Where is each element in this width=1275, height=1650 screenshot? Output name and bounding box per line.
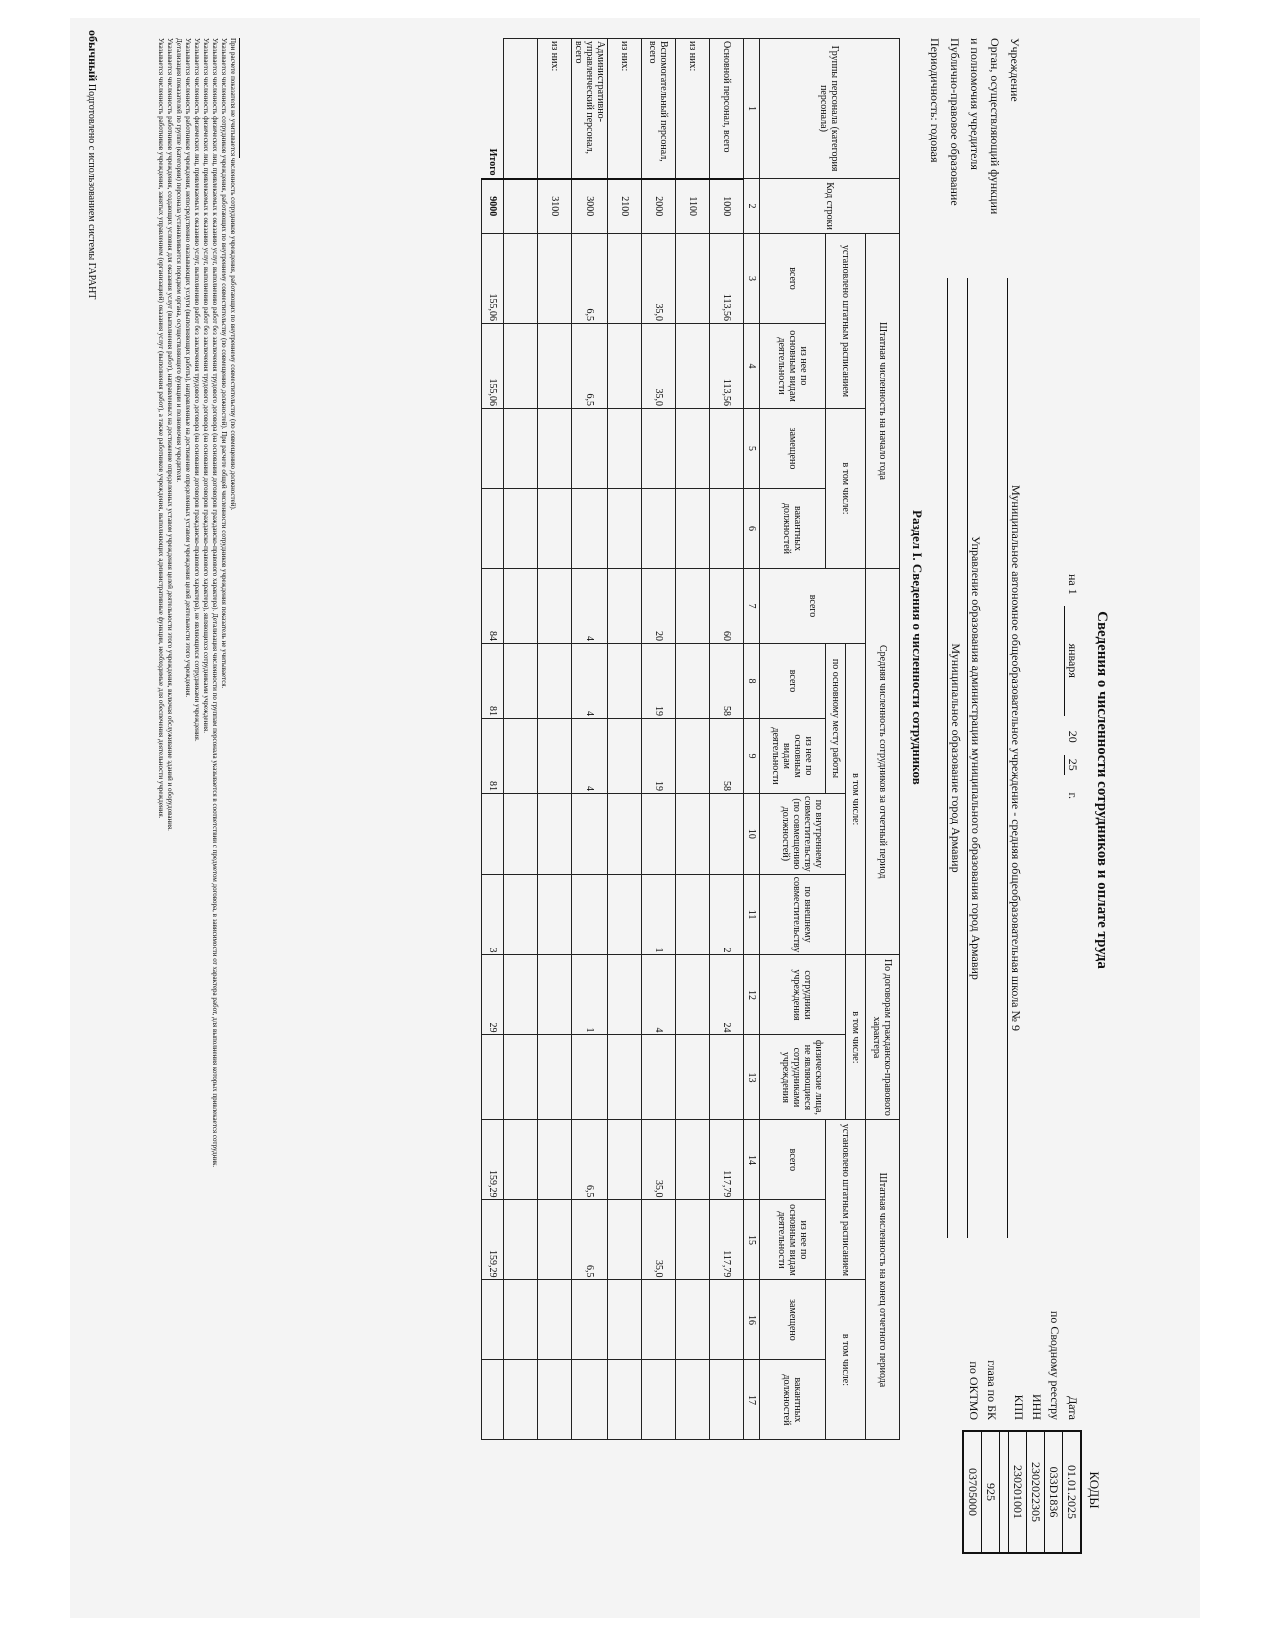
column-number: 4 bbox=[744, 324, 760, 409]
cell-col-13 bbox=[482, 1035, 504, 1120]
cell-col-16 bbox=[482, 1280, 504, 1360]
periodicity: Периодичность: годовая bbox=[928, 38, 942, 163]
cell-col-9 bbox=[538, 719, 572, 794]
staff-table: Группы персонала (категория персонала) Код строки Штатная численность на начало года Средняя численность сотрудников за отчетный период По договорам гражданско-правового характера Штатная численность на конец отчетного периода установлено штатным расписанием в том числе: всего в том числе: в том числе: установлено штатным расписанием в том числе: по основному месту работы по внутреннему совместительству (по совмещению должностей) по внешнему совместительству сотрудники учреждения физические лица, не являющиеся сотрудниками учреждения всего из нее по основным видам деятельности замещено вакантных должностей всего из нее по основным видам деятельности всего из нее по основным видам деятельности замещено вакантных должностей 1 2 3 4 5 6 7 8 9 10 11 12 13 14 15 16 17 Основной персонал, всего 1000 113,56 113,56 60 58 58 2 24 117,79 117,79 из них: 1100 Вспомогательный персонал, всего 2000 35,0 35,0 20 19 19 1 4 35,0 35,0 из них: 2100 Административно-управленческий персонал, всего 3000 6,5 6,5 4 4 4 1 6,5 6,5 из них: 3100 Итого 9000 155,06 155,06 84 81 81 3 29 159,29 159,29 bbox=[481, 38, 900, 1440]
column-number: 2 bbox=[744, 179, 760, 234]
row-code: 9000 bbox=[482, 179, 504, 234]
cell-col-15: 117,79 bbox=[710, 1200, 744, 1280]
cell-col-16 bbox=[608, 1280, 642, 1360]
row-code: 2000 bbox=[642, 179, 676, 234]
cell-col-15: 159,29 bbox=[482, 1200, 504, 1280]
cell-col-13 bbox=[538, 1035, 572, 1120]
cell-col-7: 20 bbox=[642, 569, 676, 644]
cell-col-6 bbox=[642, 489, 676, 569]
cell-col-11 bbox=[572, 874, 608, 955]
cell-col-17 bbox=[504, 1360, 538, 1440]
cell-col-13 bbox=[608, 1035, 642, 1120]
cell-col-4: 35,0 bbox=[642, 324, 676, 409]
cell-col-15 bbox=[676, 1200, 710, 1280]
cell-col-7 bbox=[538, 569, 572, 644]
cell-col-11 bbox=[538, 874, 572, 955]
cell-col-8 bbox=[504, 644, 538, 719]
footnote: Указывается численность работников учреждения, создающих условия для оказания услуг (выполнения работ), направленных на достижение определенных уставом учреждения целей деятельности этого учреждения, включая обслуживание зданий и оборудования. bbox=[166, 38, 174, 831]
row-name: Основной персонал, всего bbox=[710, 39, 744, 179]
footnote: Указывается численность физических лиц, привлекаемых к оказанию услуг, выполнению работ без заключения трудового договора (на основании договоров гражданско-правового характера), являющихся сотрудниками учреждения. bbox=[202, 38, 210, 733]
cell-col-7 bbox=[608, 569, 642, 644]
table-row bbox=[504, 39, 538, 1440]
cell-col-9: 19 bbox=[642, 719, 676, 794]
cell-col-14: 117,79 bbox=[710, 1120, 744, 1200]
cell-col-5 bbox=[608, 409, 642, 489]
cell-col-7: 84 bbox=[482, 569, 504, 644]
footnote: Указывается численность сотрудников учреждения, работающих по внутреннему совместительству (по совмещению должностей). При расчете общей численности сотрудников учреждения показатель не учитывается. bbox=[220, 38, 228, 689]
rotated-form bbox=[50, 30, 1110, 1590]
cell-col-17 bbox=[572, 1360, 608, 1440]
cell-col-11 bbox=[504, 874, 538, 955]
cell-col-17 bbox=[608, 1360, 642, 1440]
cell-col-9 bbox=[676, 719, 710, 794]
cell-col-5 bbox=[572, 409, 608, 489]
cell-col-4 bbox=[608, 324, 642, 409]
cell-col-12 bbox=[608, 955, 642, 1035]
cell-col-4 bbox=[504, 324, 538, 409]
row-code: 1000 bbox=[710, 179, 744, 234]
cell-col-9: 81 bbox=[482, 719, 504, 794]
cell-col-17 bbox=[642, 1360, 676, 1440]
cell-col-11: 1 bbox=[642, 874, 676, 955]
row-name: Вспомогательный персонал, всего bbox=[642, 39, 676, 179]
column-number: 9 bbox=[744, 719, 760, 794]
ppo-name: Муниципальное образование город Армавир bbox=[947, 278, 963, 1238]
cell-col-10 bbox=[482, 794, 504, 875]
cell-col-6 bbox=[482, 489, 504, 569]
cell-col-15 bbox=[608, 1200, 642, 1280]
cell-col-17 bbox=[482, 1360, 504, 1440]
code-date: 01.01.2025 bbox=[1062, 1432, 1080, 1552]
column-number: 1 bbox=[744, 39, 760, 179]
cell-col-9: 58 bbox=[710, 719, 744, 794]
cell-col-6 bbox=[710, 489, 744, 569]
cell-col-6 bbox=[572, 489, 608, 569]
form-title: Сведения о численности сотрудников и оплате труда bbox=[1094, 611, 1110, 969]
cell-col-14 bbox=[538, 1120, 572, 1200]
section-title: Раздел I. Сведения о численности сотрудников bbox=[910, 510, 925, 785]
cell-col-6 bbox=[504, 489, 538, 569]
row-name: из них: bbox=[538, 39, 572, 179]
column-number: 8 bbox=[744, 644, 760, 719]
cell-col-10 bbox=[608, 794, 642, 875]
column-number: 13 bbox=[744, 1035, 760, 1120]
cell-col-12: 24 bbox=[710, 955, 744, 1035]
table-row bbox=[642, 39, 676, 1440]
cell-col-3 bbox=[538, 234, 572, 324]
code-kpp: 230201001 bbox=[1008, 1432, 1026, 1552]
founder-name: Управление образования администрации муниципального образования город Армавир bbox=[967, 278, 983, 1238]
cell-col-16 bbox=[642, 1280, 676, 1360]
cell-col-5 bbox=[538, 409, 572, 489]
row-code: 2100 bbox=[608, 179, 642, 234]
code-oktmo: 03705000 bbox=[966, 1468, 980, 1516]
column-number: 5 bbox=[744, 409, 760, 489]
cell-col-10 bbox=[642, 794, 676, 875]
cell-col-13 bbox=[676, 1035, 710, 1120]
code-bk: 925 bbox=[981, 1432, 999, 1552]
cell-col-13 bbox=[504, 1035, 538, 1120]
cell-col-3: 113,56 bbox=[710, 234, 744, 324]
cell-col-16 bbox=[538, 1280, 572, 1360]
row-name bbox=[504, 39, 538, 179]
cell-col-9: 4 bbox=[572, 719, 608, 794]
footnote: Указывается численность физических лиц, привлекаемых к оказанию услуг, выполнению работ без заключения трудового договора (на основании договоров гражданско-правового характера). Детализация численности по группам персонала указывается в соответствии с предметом договора, в зависимости от характера работ, для выполнения которых привлекается сотрудник. bbox=[211, 38, 219, 1168]
cell-col-10 bbox=[504, 794, 538, 875]
footnote: Указывается численность работников учреждения, непосредственно оказывающих услуги (выполняющих работы), направленные на достижение определенных уставом учреждения целей деятельности этого учреждения. bbox=[184, 38, 192, 698]
institution-name: Муниципальное автономное общеобразовательное учреждение - средняя общеобразовательная школа № 9 bbox=[1007, 278, 1023, 1238]
cell-col-5 bbox=[642, 409, 676, 489]
cell-col-10 bbox=[710, 794, 744, 875]
cell-col-6 bbox=[608, 489, 642, 569]
cell-col-5 bbox=[504, 409, 538, 489]
cell-col-14 bbox=[676, 1120, 710, 1200]
cell-col-11 bbox=[676, 874, 710, 955]
cell-col-7 bbox=[676, 569, 710, 644]
column-number: 15 bbox=[744, 1200, 760, 1280]
codes-header: КОДЫ bbox=[1087, 1471, 1102, 1509]
cell-col-11: 3 bbox=[482, 874, 504, 955]
column-number: 6 bbox=[744, 489, 760, 569]
cell-col-14: 35,0 bbox=[642, 1120, 676, 1200]
cell-col-3: 35,0 bbox=[642, 234, 676, 324]
cell-col-12 bbox=[538, 955, 572, 1035]
cell-col-3 bbox=[676, 234, 710, 324]
cell-col-14: 6,5 bbox=[572, 1120, 608, 1200]
table-row bbox=[608, 39, 642, 1440]
cell-col-11 bbox=[608, 874, 642, 955]
cell-col-17 bbox=[676, 1360, 710, 1440]
cell-col-10 bbox=[572, 794, 608, 875]
column-number: 17 bbox=[744, 1360, 760, 1440]
cell-col-5 bbox=[676, 409, 710, 489]
cell-col-10 bbox=[676, 794, 710, 875]
cell-col-7 bbox=[504, 569, 538, 644]
footnotes bbox=[156, 38, 240, 1488]
cell-col-6 bbox=[676, 489, 710, 569]
column-number: 12 bbox=[744, 955, 760, 1035]
cell-col-4 bbox=[538, 324, 572, 409]
cell-col-16 bbox=[504, 1280, 538, 1360]
cell-col-16 bbox=[676, 1280, 710, 1360]
codes-box bbox=[962, 1430, 1082, 1554]
cell-col-11: 2 bbox=[710, 874, 744, 955]
row-name: Итого bbox=[486, 148, 498, 176]
cell-col-12 bbox=[676, 955, 710, 1035]
cell-col-9 bbox=[504, 719, 538, 794]
table-row bbox=[676, 39, 710, 1440]
cell-col-15 bbox=[538, 1200, 572, 1280]
table-row bbox=[572, 39, 608, 1440]
cell-col-10 bbox=[538, 794, 572, 875]
footnote: Детализация показателей по группе (категории) персонала устанавливается порядком органа, осуществляющего функции и полномочия учредителя. bbox=[175, 38, 183, 483]
cell-col-7: 4 bbox=[572, 569, 608, 644]
cell-col-4: 113,56 bbox=[710, 324, 744, 409]
column-number: 16 bbox=[744, 1280, 760, 1360]
cell-col-8: 4 bbox=[572, 644, 608, 719]
cell-col-13 bbox=[642, 1035, 676, 1120]
cell-col-15: 35,0 bbox=[642, 1200, 676, 1280]
cell-col-3: 155,06 bbox=[482, 234, 504, 324]
footnote: Указывается численность работников учреждения, занятых управлением (организацией) оказания услуг (выполнения работ), а также работников учреждения, выполняющих административные функции, необходимые для обеспечения деятельности учреждения. bbox=[157, 38, 165, 819]
cell-col-7: 60 bbox=[710, 569, 744, 644]
report-date: на 1 января 2025 г. bbox=[1066, 574, 1080, 800]
cell-col-12: 1 bbox=[572, 955, 608, 1035]
cell-col-13 bbox=[710, 1035, 744, 1120]
row-code: 3000 bbox=[572, 179, 608, 234]
garant-note: обычный Подготовлено с использованием системы ГАРАНТ bbox=[86, 30, 100, 300]
row-code: 3100 bbox=[538, 179, 572, 234]
column-numbers bbox=[744, 39, 760, 1440]
cell-col-4 bbox=[676, 324, 710, 409]
cell-col-17 bbox=[538, 1360, 572, 1440]
cell-col-15: 6,5 bbox=[572, 1200, 608, 1280]
cell-col-4: 6,5 bbox=[572, 324, 608, 409]
column-number: 3 bbox=[744, 234, 760, 324]
row-code bbox=[504, 179, 538, 234]
code-inn: 2302022305 bbox=[1026, 1432, 1044, 1552]
column-number: 14 bbox=[744, 1120, 760, 1200]
cell-col-12 bbox=[504, 955, 538, 1035]
row-name: из них: bbox=[676, 39, 710, 179]
cell-col-12: 4 bbox=[642, 955, 676, 1035]
cell-col-4: 155,06 bbox=[482, 324, 504, 409]
row-name: из них: bbox=[608, 39, 642, 179]
cell-col-15 bbox=[504, 1200, 538, 1280]
code-registry: 033D1836 bbox=[1044, 1432, 1062, 1552]
footnote: При расчете показателя не учитывается численность сотрудников учреждения, работающих по внутреннему совместительству (по совмещению должностей). bbox=[229, 38, 237, 511]
cell-col-9 bbox=[608, 719, 642, 794]
cell-col-8 bbox=[538, 644, 572, 719]
column-number: 7 bbox=[744, 569, 760, 644]
table-row bbox=[538, 39, 572, 1440]
cell-col-8 bbox=[676, 644, 710, 719]
cell-col-17 bbox=[710, 1360, 744, 1440]
cell-col-16 bbox=[710, 1280, 744, 1360]
cell-col-5 bbox=[710, 409, 744, 489]
code-labels: Дата по Сводному реестру ИНН КПП глава по БК по ОКТМО bbox=[967, 1310, 1080, 1420]
cell-col-6 bbox=[538, 489, 572, 569]
column-number: 11 bbox=[744, 874, 760, 955]
cell-col-3 bbox=[504, 234, 538, 324]
cell-col-3 bbox=[608, 234, 642, 324]
cell-col-16 bbox=[572, 1280, 608, 1360]
cell-col-13 bbox=[572, 1035, 608, 1120]
cell-col-12: 29 bbox=[482, 955, 504, 1035]
cell-col-8: 81 bbox=[482, 644, 504, 719]
cell-col-3: 6,5 bbox=[572, 234, 608, 324]
row-code: 1100 bbox=[676, 179, 710, 234]
footnote: Указывается численность физических лиц, привлекаемых к оказанию услуг, выполнению работ без заключения трудового договора (на основании договоров гражданско-правового характера), не являющихся сотрудниками учреждения. bbox=[193, 38, 201, 742]
column-number: 10 bbox=[744, 794, 760, 875]
cell-col-8 bbox=[608, 644, 642, 719]
org-block: Учреждение Муниципальное автономное общеобразовательное учреждение - средняя общеобразовательная школа № 9 Орган, осуществляющий функции и полномочия учредителя Управление образования администрации муниципального образования город Армавир Публично-правовое образование Муниципальное образование город Армавир Периодичность: годовая bbox=[925, 38, 1025, 1238]
cell-col-8: 58 bbox=[710, 644, 744, 719]
cell-col-14 bbox=[608, 1120, 642, 1200]
cell-col-14: 159,29 bbox=[482, 1120, 504, 1200]
cell-col-14 bbox=[504, 1120, 538, 1200]
cell-col-8: 19 bbox=[642, 644, 676, 719]
total-row bbox=[482, 39, 504, 1440]
row-name: Административно-управленческий персонал, всего bbox=[572, 39, 608, 179]
cell-col-5 bbox=[482, 409, 504, 489]
table-row bbox=[710, 39, 744, 1440]
